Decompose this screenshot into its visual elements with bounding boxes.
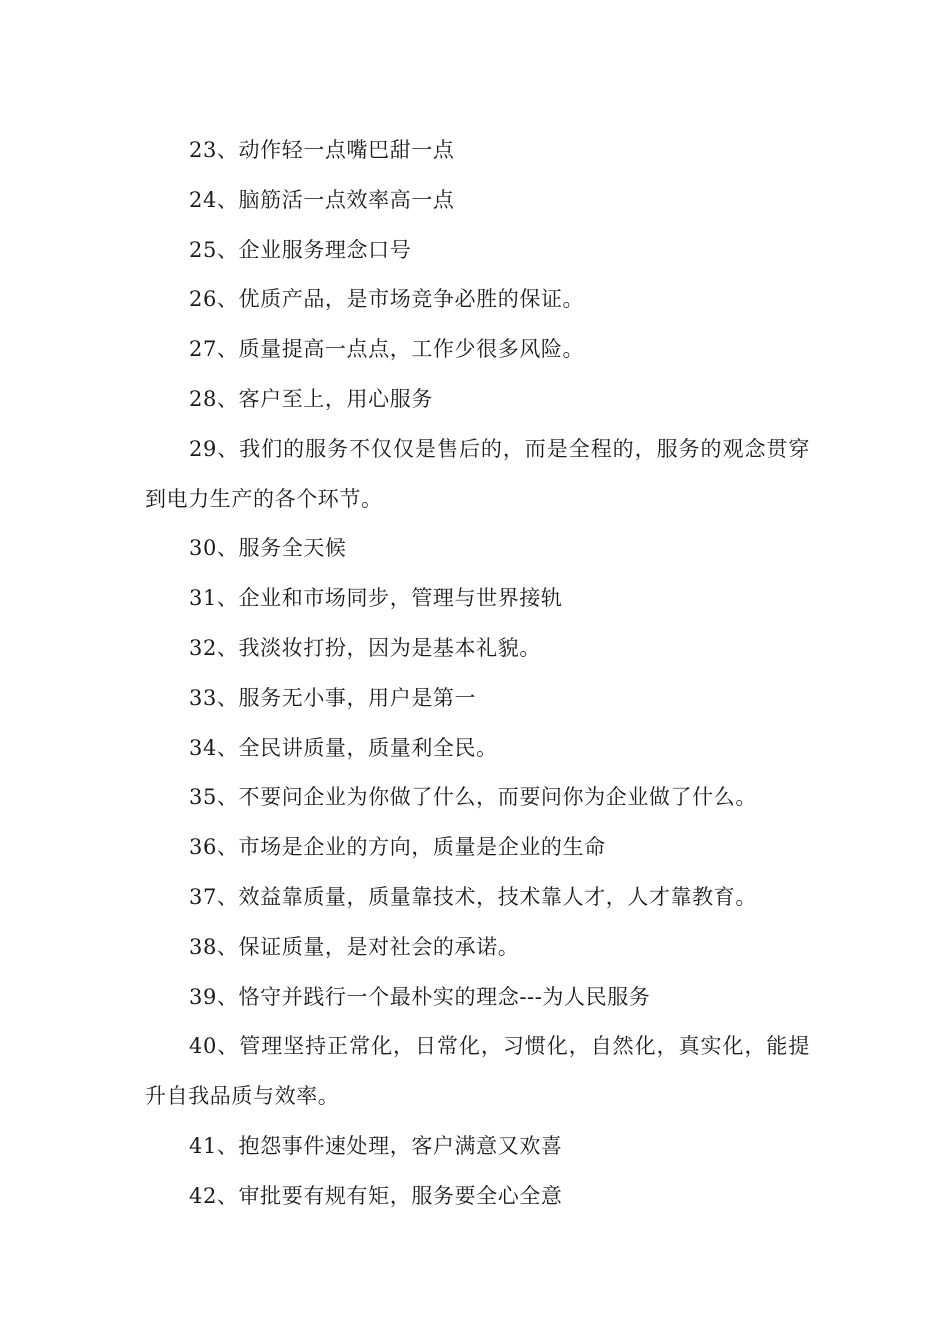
list-item: 23、动作轻一点嘴巴甜一点 (189, 138, 455, 162)
list-item: 34、全民讲质量，质量利全民。 (189, 735, 498, 760)
list-item: 33、服务无小事，用户是第一 (189, 685, 477, 710)
list-item: 28、客户至上，用心服务 (189, 386, 433, 411)
list-item: 35、不要问企业为你做了什么，而要问你为企业做了什么。 (189, 785, 757, 810)
list-item: 31、企业和市场同步，管理与世界接轨 (189, 586, 563, 611)
list-item: 40、管理坚持正常化，日常化，习惯化，自然化，真实化，能提升自我品质与效率。 (145, 1034, 810, 1109)
list-item: 42、审批要有规有矩，服务要全心全意 (189, 1183, 563, 1208)
list-item: 39、恪守并践行一个最朴实的理念---为人民服务 (189, 984, 651, 1009)
list-item: 24、脑筋活一点效率高一点 (189, 187, 455, 212)
list-item: 36、市场是企业的方向，质量是企业的生命 (189, 835, 606, 860)
slogan-list (145, 126, 810, 1222)
list-item: 32、我淡妆打扮，因为是基本礼貌。 (189, 635, 541, 660)
list-item: 29、我们的服务不仅仅是售后的，而是全程的，服务的观念贯穿到电力生产的各个环节。 (145, 436, 810, 511)
list-item: 41、抱怨事件速处理，客户满意又欢喜 (189, 1133, 563, 1158)
list-item: 38、保证质量，是对社会的承诺。 (189, 934, 520, 959)
list-item: 37、效益靠质量，质量靠技术，技术靠人才，人才靠教育。 (189, 884, 757, 909)
list-item: 30、服务全天候 (189, 536, 347, 561)
list-item: 27、质量提高一点点，工作少很多风险。 (189, 337, 585, 362)
list-item: 26、优质产品，是市场竞争必胜的保证。 (189, 287, 585, 312)
list-item: 25、企业服务理念口号 (189, 237, 412, 262)
